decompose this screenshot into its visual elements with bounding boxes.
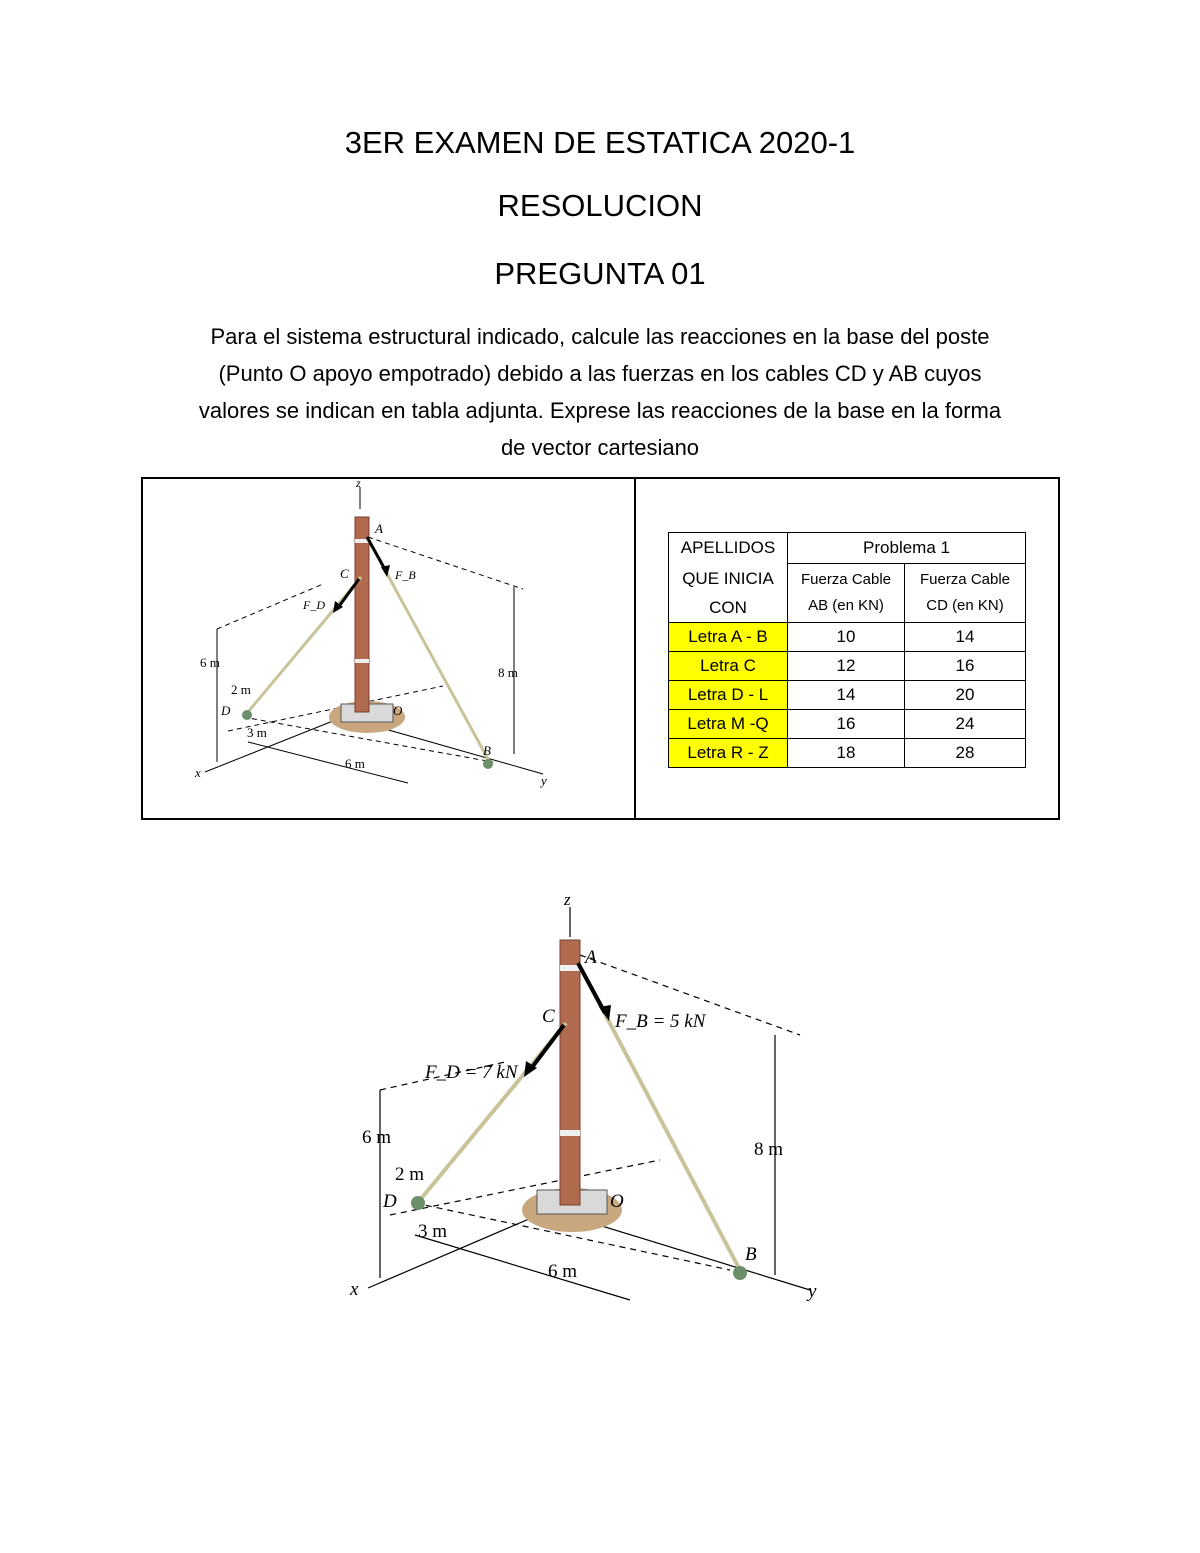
label-x: x: [195, 765, 201, 780]
label-O: O: [393, 703, 403, 718]
label-C: C: [340, 566, 349, 581]
label-FD: F_D: [303, 598, 325, 612]
force-arrow-FD: [530, 1025, 564, 1070]
label-D: D: [383, 1191, 397, 1212]
col2-header-line: AB (en KN): [808, 596, 884, 614]
label-y: y: [541, 773, 547, 788]
label-FD: F_D = 7 kN: [425, 1062, 518, 1083]
force-arrow-FB: [578, 963, 605, 1013]
col1-header-cont: [669, 564, 788, 623]
force-table: [668, 532, 1026, 768]
label-2m: 2 m: [231, 682, 251, 697]
statement-line: (Punto O apoyo empotrado) debido a las fuerzas en los cables CD y AB cuyos: [218, 361, 982, 386]
table-row: [669, 622, 1026, 651]
label-6m-base: 6 m: [345, 756, 365, 771]
x-axis: [205, 717, 343, 772]
label-6m: 6 m: [200, 655, 220, 670]
col3-header-line: CD (en KN): [926, 596, 1004, 614]
large-pole-figure: [330, 885, 850, 1305]
label-2m: 2 m: [395, 1164, 425, 1185]
col1-header-line: CON: [709, 597, 747, 617]
statement-line: Para el sistema estructural indicado, calcule las reacciones en la base del poste: [210, 324, 990, 349]
document-subtitle: RESOLUCION: [497, 188, 703, 223]
group-header: Problema 1: [788, 533, 1026, 564]
row-cd: 24: [905, 709, 1026, 738]
label-8m: 8 m: [754, 1139, 784, 1160]
label-6m-base: 6 m: [548, 1261, 578, 1282]
row-label: Letra D - L: [669, 680, 788, 709]
row-ab: 16: [788, 709, 905, 738]
statement-line: de vector cartesiano: [500, 435, 700, 460]
small-pole-figure: [143, 479, 634, 818]
label-z: z: [356, 479, 361, 490]
row-ab: 14: [788, 680, 905, 709]
row-label: Letra C: [669, 651, 788, 680]
statement-line: valores se indican en tabla adjunta. Exprese las reacciones de la base en la forma: [198, 398, 1002, 423]
label-8m: 8 m: [498, 665, 518, 680]
label-x: x: [350, 1279, 359, 1300]
label-D: D: [221, 703, 231, 718]
label-FB: F_B: [395, 568, 416, 582]
row-label: Letra R - Z: [669, 738, 788, 767]
anchor-B: [483, 759, 493, 769]
col1-header-line: QUE INICIA: [682, 568, 774, 588]
label-B: B: [745, 1244, 757, 1265]
label-y: y: [808, 1281, 817, 1302]
table-row: [669, 709, 1026, 738]
label-O: O: [610, 1191, 624, 1212]
row-cd: 28: [905, 738, 1026, 767]
row-ab: 18: [788, 738, 905, 767]
col3-header-line: Fuerza Cable: [919, 570, 1011, 588]
anchor-B: [733, 1266, 747, 1280]
x-axis: [368, 1210, 550, 1288]
label-3m: 3 m: [247, 725, 267, 740]
label-C: C: [542, 1006, 555, 1027]
label-B: B: [483, 743, 491, 758]
row-label: Letra A - B: [669, 622, 788, 651]
table-row: [669, 738, 1026, 767]
col2-header-line: Fuerza Cable: [800, 570, 892, 588]
table-row: [669, 680, 1026, 709]
pole: [355, 517, 369, 712]
col1-header: APELLIDOS: [669, 533, 788, 564]
row-ab: 12: [788, 651, 905, 680]
label-z: z: [564, 890, 571, 909]
problem-statement: [130, 318, 1070, 466]
anchor-D: [242, 710, 252, 720]
col3-header: [905, 564, 1026, 623]
row-cd: 16: [905, 651, 1026, 680]
question-heading: PREGUNTA 01: [494, 256, 706, 291]
col2-header: [788, 564, 905, 623]
row-ab: 10: [788, 622, 905, 651]
label-6m: 6 m: [362, 1127, 392, 1148]
table-row: [669, 651, 1026, 680]
label-A: A: [585, 947, 597, 968]
anchor-D: [411, 1196, 425, 1210]
label-3m: 3 m: [418, 1221, 448, 1242]
figure-box: [141, 477, 636, 820]
label-FB: F_B = 5 kN: [615, 1011, 706, 1032]
pole: [560, 940, 580, 1205]
row-cd: 20: [905, 680, 1026, 709]
row-cd: 14: [905, 622, 1026, 651]
row-label: Letra M -Q: [669, 709, 788, 738]
document-title: 3ER EXAMEN DE ESTATICA 2020-1: [344, 125, 856, 160]
label-A: A: [375, 521, 383, 536]
